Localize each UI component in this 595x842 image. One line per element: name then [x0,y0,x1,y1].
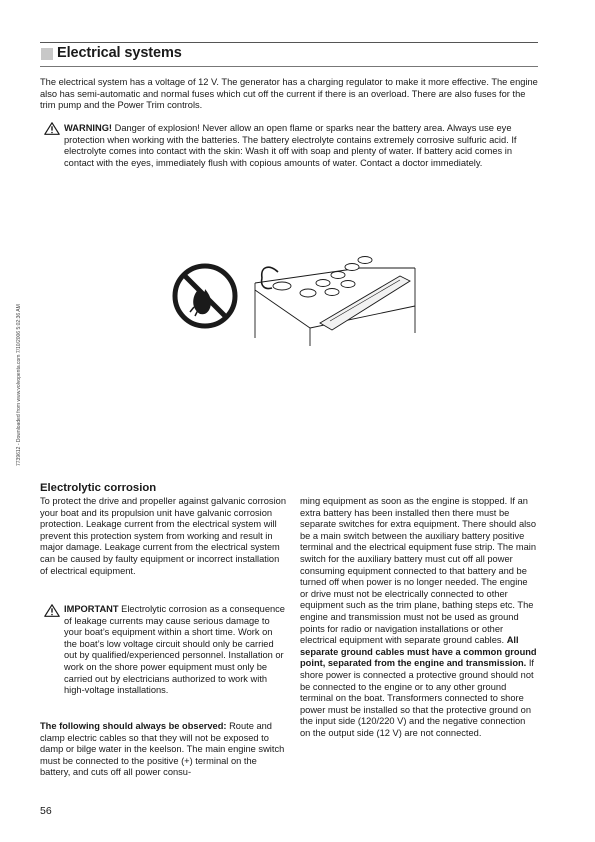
warning-lead: WARNING! [64,123,113,133]
title-rule [40,66,538,67]
right-text-1: ming equipment as soon as the engine is stopped. If an extra battery has been installed then there must be separate switches for extra equipment. There should also be a main switch between the auxiliary battery positive terminal and the electrical equipment fuse strip. The main switch for the auxiliary battery must cut off all power consuming equipment connected to that battery and be turned off when power is no longer needed. The engine or drive must not be electrically connected to other equipment such as the trim plane, bathing steps etc. The engine and transmission must not be used as ground points for radio or navigation installations or other electrical equipment with separate ground cables. [300,496,536,646]
battery-illustration [160,228,420,348]
warning-triangle-icon [44,122,60,135]
important-paragraph [64,604,286,697]
corrosion-left-column [40,482,288,577]
right-strong-text: All separate ground cables must have a common ground point, separated from the engine and transmission. [300,635,537,669]
battery-icon [255,257,415,347]
no-open-flame-icon [175,266,235,326]
warning-text: Danger of explosion! Never allow an open flame or sparks near the battery area. Always use eye protection when working with the batteries. The battery electrolyte contains extremely corrosive sulfuric acid. If electrolyte comes into contact with the skin: Wash it off with soap and plenty of water. If battery acid comes in contact with the eyes, immediately flush with copious amounts of water. Contact a doctor immediately. [64,123,517,168]
page-title: Electrical systems [57,45,182,61]
warning-triangle-icon [44,604,60,617]
important-text: Electrolytic corrosion as a consequence of leakage currents may cause serious damage to your boat’s equipment within a short time. Work on the boat’s low voltage circuit should only be carried out by qualified/experienced personnel. Installation or work on the shore power equipment must only be carried out by electricians authorized to work with high-voltage installations. [64,604,285,696]
important-lead: IMPORTANT [64,604,119,614]
observe-lead: The following should always be observed: [40,721,227,731]
warning-paragraph [64,123,538,169]
right-text-2: If shore power is connected a protective ground should not be connected to the engine or to any other ground terminal on the boat. Transformers connected to shore power must be installed so that the protective ground on the input side (120/220 V) and the negative connection on the output side (12 V) are not connected. [300,658,535,738]
corrosion-paragraph-1: To protect the drive and propeller against galvanic corrosion your boat and its propulsion unit have galvanic corrosion protection. Leakage current from the electrical system will prevent this protection system from working and result in major damage. Leakage current from the electrical system can be caused by faulty equipment or incorrect installation of electrical equipment. [40,496,286,576]
section-marker [41,48,53,60]
download-note: 7739612 - Downloaded from www.volvopenta.com 7/10/2006 5:02:36 AM [16,304,22,466]
observe-paragraph [40,721,288,779]
intro-paragraph: The electrical system has a voltage of 12 V. The generator has a charging regulator to make it more effective. The engine also has semi-automatic and normal fuses which cut off the current if there is an overload. There are also fuses for the trim pump and the Power Trim controls. [40,77,538,111]
observe-text: Route and clamp electric cables so that they will not be exposed to damp or bilge water in the keelson. The main engine switch must be connected to the positive (+) terminal on the battery, and cuts off all power consu- [40,721,285,778]
corrosion-title: Electrolytic corrosion [40,482,157,494]
corrosion-right-column [300,496,538,739]
page-number: 56 [40,805,52,817]
top-rule [40,42,538,43]
